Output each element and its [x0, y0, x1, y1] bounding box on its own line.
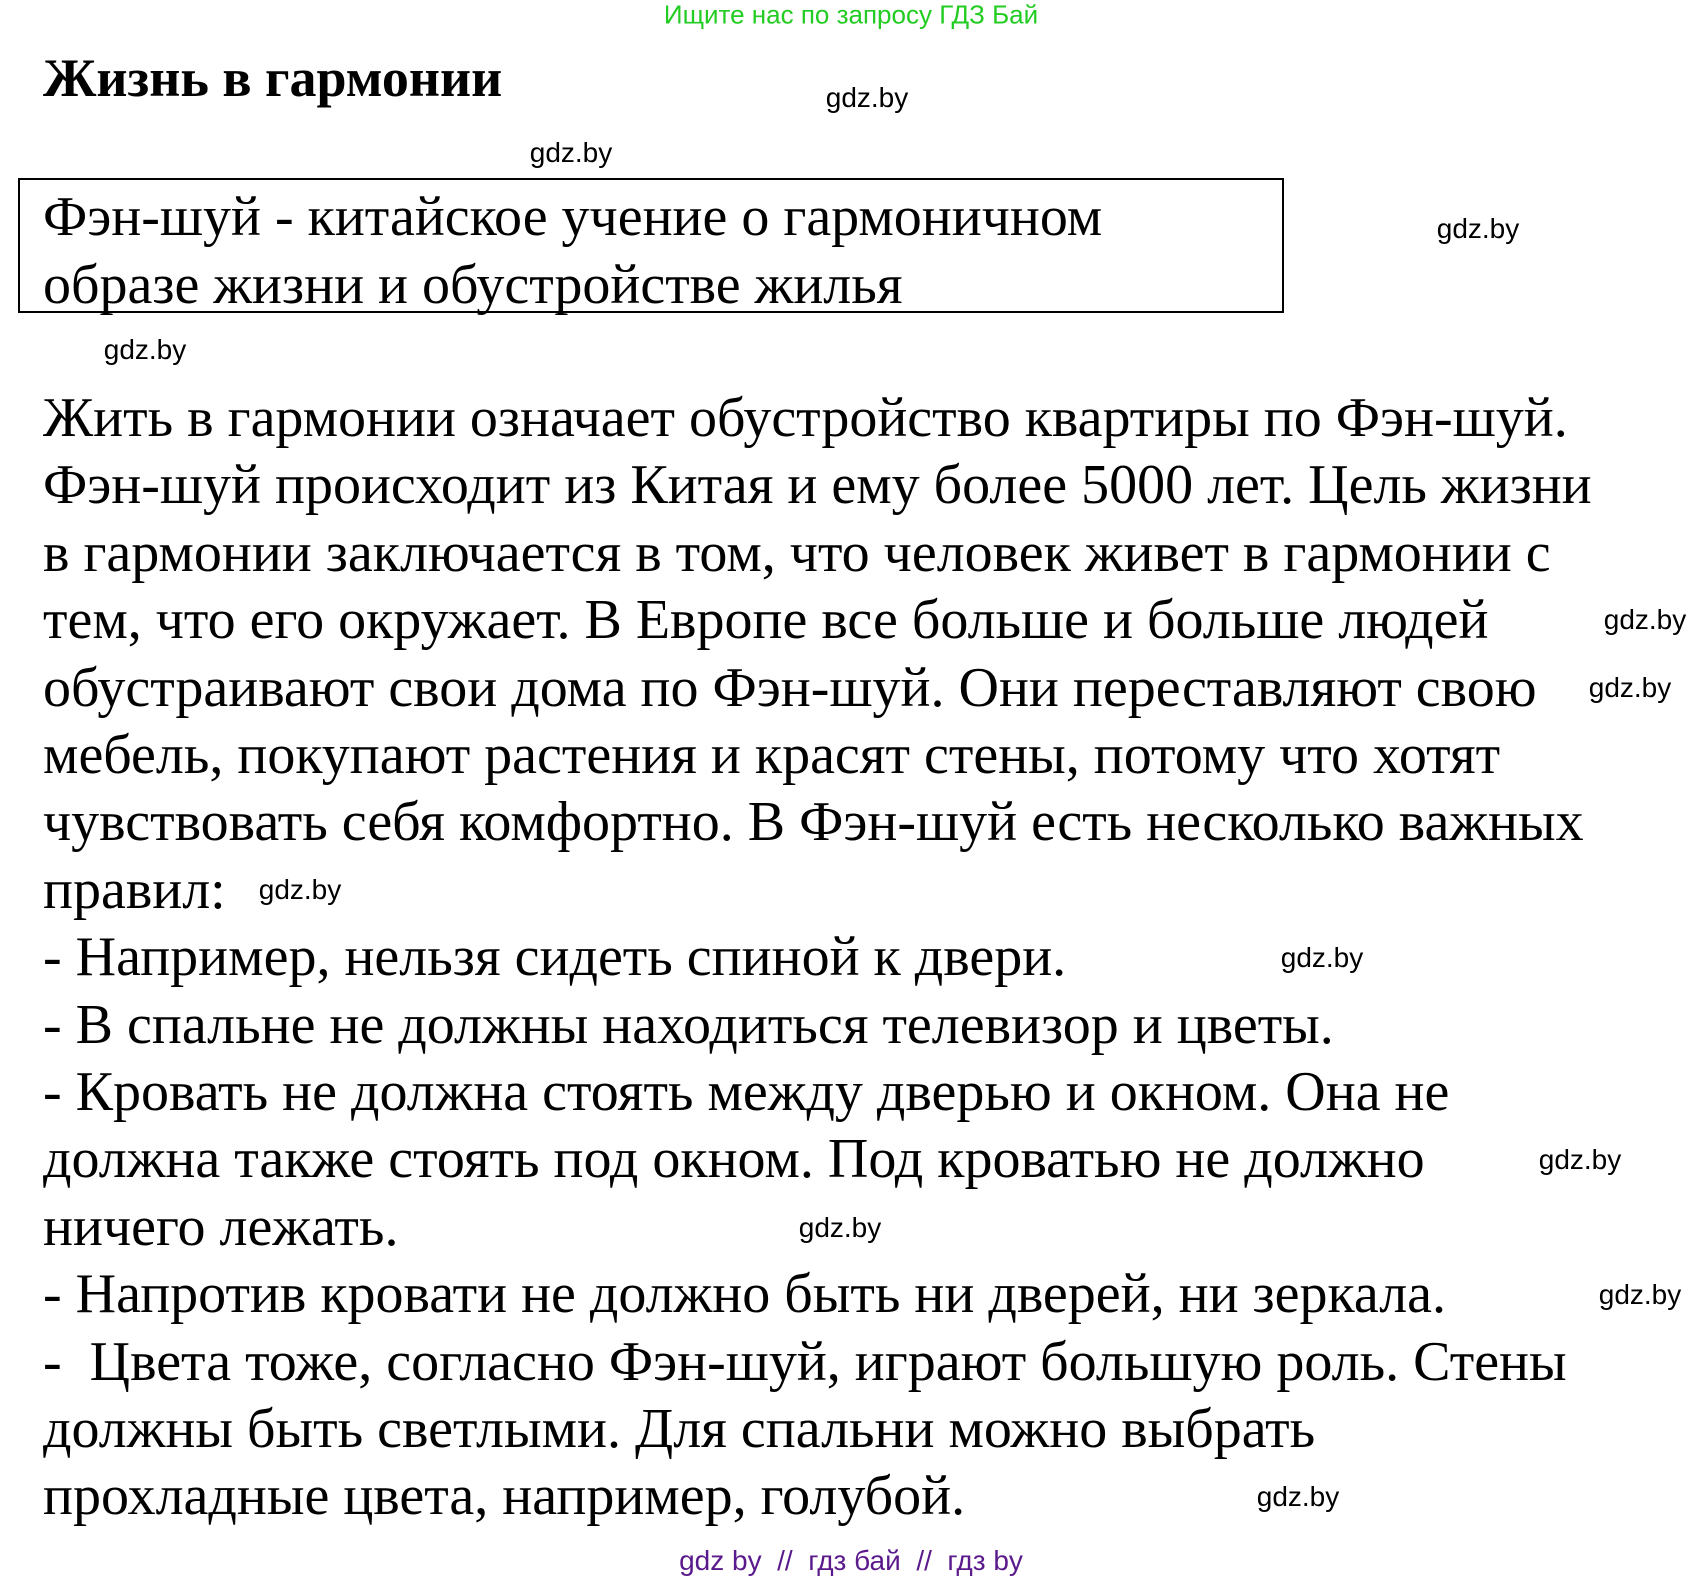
watermark: gdz.by: [1436, 213, 1520, 244]
body-line: правил:: [43, 858, 226, 921]
page-title: Жизнь в гармонии: [43, 48, 503, 108]
watermark: gdz.by: [529, 137, 613, 168]
watermark: gdz.by: [1603, 604, 1687, 635]
body-line: обустраивают свои дома по Фэн-шуй. Они переставляют свою: [43, 656, 1537, 719]
body-line: должна также стоять под окном. Под кроватью не должно: [43, 1128, 1425, 1191]
body-line: в гармонии заключается в том, что человек живет в гармонии с: [43, 521, 1551, 584]
watermark: gdz.by: [258, 874, 342, 905]
watermark: gdz.by: [1538, 1144, 1622, 1175]
body-line: - В спальне не должны находиться телевизор и цветы.: [43, 993, 1334, 1056]
body-line: тем, что его окружает. В Европе все больше и больше людей: [43, 589, 1489, 652]
body-line: - Например, нельзя сидеть спиной к двери.: [43, 926, 1067, 989]
watermark: gdz.by: [103, 334, 187, 365]
search-hint-banner: Ищите нас по запросу ГДЗ Бай: [663, 0, 1039, 30]
footer-watermark: gdz by // гдз бай // гдз by: [679, 1545, 1023, 1576]
body-line: Жить в гармонии означает обустройство квартиры по Фэн-шуй.: [43, 387, 1568, 449]
body-line: - Цвета тоже, согласно Фэн-шуй, играют большую роль. Стены: [43, 1330, 1567, 1393]
watermark: gdz.by: [798, 1212, 882, 1243]
body-line: Фэн-шуй происходит из Китая и ему более 5000 лет. Цель жизни: [43, 454, 1592, 517]
definition-line: образе жизни и обустройстве жилья: [43, 254, 903, 316]
body-line: - Напротив кровати не должно быть ни дверей, ни зеркала.: [43, 1263, 1447, 1326]
body-line: мебель, покупают растения и красят стены, потому что хотят: [43, 724, 1501, 786]
watermark: gdz.by: [1598, 1279, 1682, 1310]
body-line: прохладные цвета, например, голубой.: [43, 1465, 966, 1528]
watermark: gdz.by: [1588, 672, 1672, 703]
watermark: gdz.by: [1256, 1481, 1340, 1512]
watermark: gdz.by: [825, 82, 909, 113]
body-line: чувствовать себя комфортно. В Фэн-шуй есть несколько важных: [43, 791, 1584, 854]
body-line: должны быть светлыми. Для спальни можно выбрать: [43, 1398, 1316, 1460]
body-line: - Кровать не должна стоять между дверью и окном. Она не: [43, 1061, 1450, 1123]
definition-line: Фэн-шуй - китайское учение о гармоничном: [43, 186, 1103, 248]
watermark: gdz.by: [1280, 942, 1364, 973]
body-line: ничего лежать.: [43, 1195, 399, 1258]
